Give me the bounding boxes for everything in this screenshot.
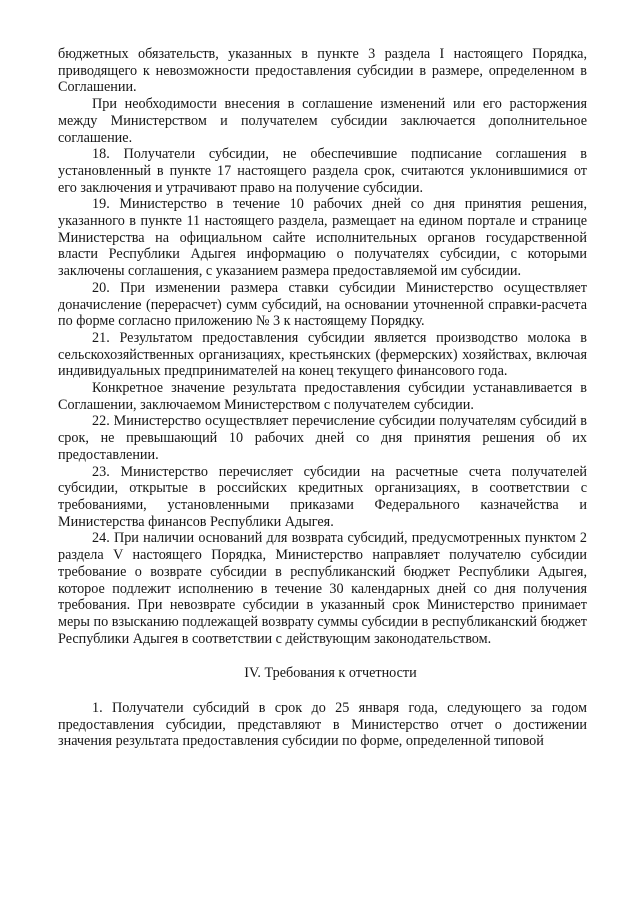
paragraph-result-value: Конкретное значение результата предоставления субсидии устанавливается в Соглашении, заключаемом Министерством с получателем субсидии. <box>58 380 587 413</box>
paragraph-item-24: 24. При наличии оснований для возврата субсидий, предусмотренных пунктом 2 раздела V настоящего Порядка, Министерство направляет получателю субсидии требование о возврате субсидии в республиканский бюджет Республики Адыгея, которое подлежит исполнению в течение 30 календарных дней со дня получения требования. При невозврате субсидии в указанный срок Министерство принимает меры по взысканию подлежащей возврату суммы субсидии в республиканский бюджет Республики Адыгея в соответствии с действующим законодательством. <box>58 530 587 647</box>
paragraph-item-21: 21. Результатом предоставления субсидии является производство молока в сельскохозяйственных организациях, крестьянских (фермерских) хозяйствах, включая индивидуальных предпринимателей на конец текущего финансового года. <box>58 329 587 380</box>
paragraph-continuation: бюджетных обязательств, указанных в пункте 3 раздела I настоящего Порядка, приводящего к невозможности предоставления субсидии в размере, определенном в Соглашении. <box>58 46 587 96</box>
paragraph-item-20: 20. При изменении размера ставки субсидии Министерство осуществляет доначисление (перерасчет) сумм субсидий, на основании уточненной справки-расчета по форме согласно приложению № 3 к настоящему Порядку. <box>58 279 587 330</box>
section-heading: IV. Требования к отчетности <box>244 665 417 682</box>
paragraph-item-23: 23. Министерство перечисляет субсидии на расчетные счета получателей субсидии, открытые в российских кредитных организациях, в соответствии с требованиями, установленными приказами Федерального казначейства и Министерства финансов Республики Адыгея. <box>58 463 587 530</box>
paragraph-item-22: 22. Министерство осуществляет перечисление субсидии получателям субсидий в срок, не превышающий 10 рабочих дней со дня принятия решения об их предоставлении. <box>58 413 587 463</box>
paragraph-item-18: 18. Получатели субсидии, не обеспечившие подписание соглашения в установленный в пункте 17 настоящего раздела срок, считаются уклонившимися от его заключения и утрачивают право на получение субсидии. <box>58 146 587 196</box>
paragraph-item-19: 19. Министерство в течение 10 рабочих дней со дня принятия решения, указанного в пункте 11 настоящего раздела, размещает на едином портале и странице Министерства на официальном сайте исполнительных органов государственной власти Республики Адыгея информацию о получателях субсидии, с которыми заключены соглашения, с указанием размера предоставляемой им субсидии. <box>58 196 587 280</box>
paragraph-reporting-item-1: 1. Получатели субсидий в срок до 25 января года, следующего за годом предоставления субсидии, представляют в Министерство отчет о достижении значения результата предоставления субсидии по форме, определенной типовой <box>58 700 587 750</box>
paragraph-amendment: При необходимости внесения в соглашение изменений или его расторжения между Министерством и получателем субсидии заключается дополнительное соглашение. <box>58 96 587 146</box>
